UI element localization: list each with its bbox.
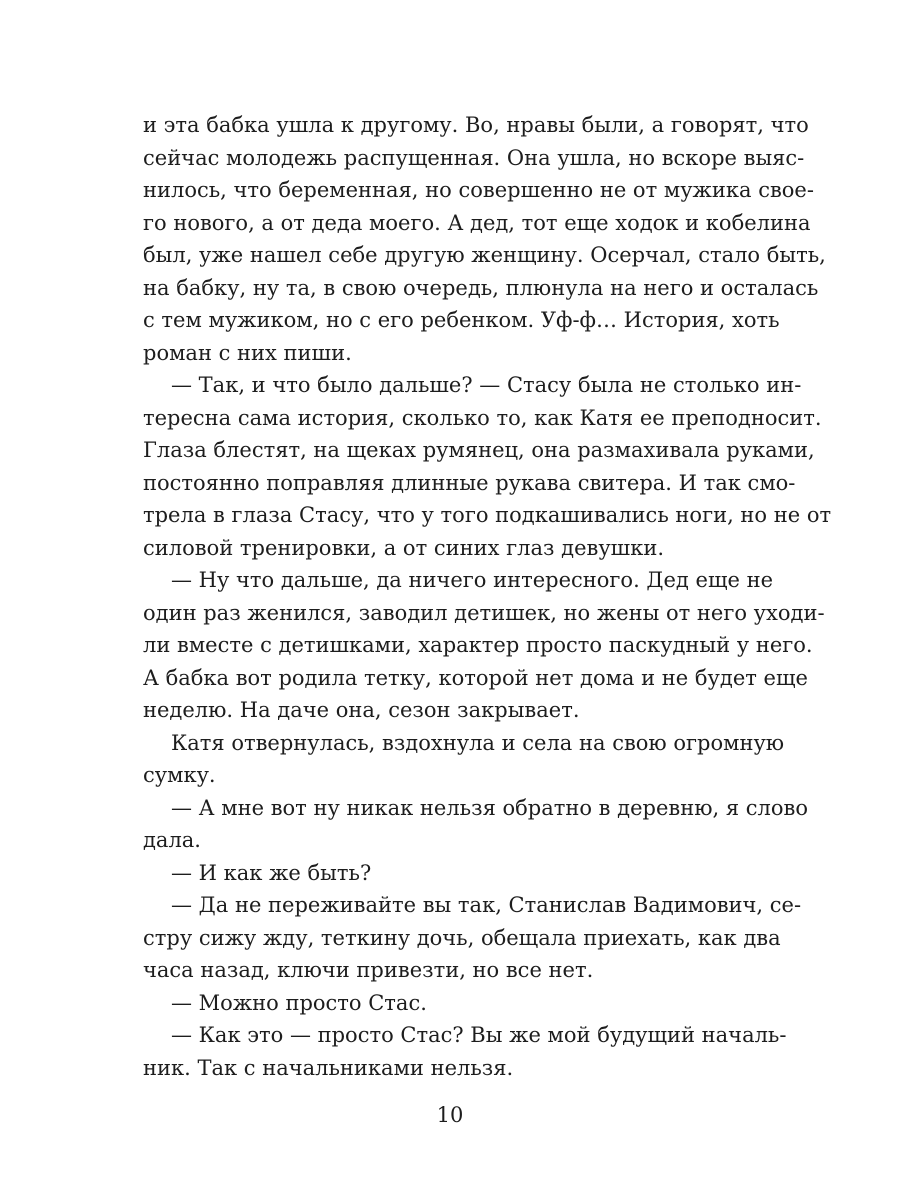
text-line: сейчас молодежь распущенная. Она ушла, но вскоре выяс- bbox=[143, 145, 805, 170]
text-line: — А мне вот ну никак нельзя обратно в деревню, я слово bbox=[171, 795, 808, 820]
text-line: был, уже нашел себе другую женщину. Осерчал, стало быть, bbox=[143, 243, 826, 267]
text-line: роман с них пиши. bbox=[143, 340, 352, 365]
text-line: ли вместе с детишками, характер просто паскудный у него. bbox=[143, 633, 813, 657]
text-line: — Ну что дальше, да ничего интересного. Дед еще не bbox=[171, 568, 774, 592]
text-line: дала. bbox=[143, 828, 201, 852]
text-line: — Можно просто Стас. bbox=[171, 990, 427, 1015]
text-line: часа назад, ключи привезти, но все нет. bbox=[143, 958, 594, 982]
page-number: 10 bbox=[436, 1103, 464, 1127]
text-line: силовой тренировки, а от синих глаз девушки. bbox=[143, 535, 664, 560]
text-line: Глаза блестят, на щеках румянец, она размахивала руками, bbox=[143, 438, 815, 462]
text-line: Катя отвернулась, вздохнула и села на свою огромную bbox=[171, 730, 785, 755]
text-line: нилось, что беременная, но совершенно не от мужика свое- bbox=[143, 178, 814, 202]
text-line: стру сижу жду, теткину дочь, обещала приехать, как два bbox=[143, 925, 781, 950]
text-line: А бабка вот родила тетку, которой нет дома и не будет еще bbox=[143, 665, 808, 690]
text-line: — Как это — просто Стас? Вы же мой будущий началь- bbox=[171, 1023, 787, 1047]
body-text bbox=[143, 109, 832, 1084]
text-line: — Так, и что было дальше? — Стасу была не столько ин- bbox=[171, 373, 802, 397]
text-line: сумку. bbox=[143, 763, 216, 787]
text-line: с тем мужиком, но с его ребенком. Уф-ф… История, хоть bbox=[143, 308, 780, 332]
text-line: го нового, а от деда моего. А дед, тот еще ходок и кобелина bbox=[143, 210, 811, 235]
text-line: — И как же быть? bbox=[171, 860, 372, 885]
text-line: один раз женился, заводил детишек, но жены от него уходи- bbox=[143, 600, 825, 625]
text-line: постоянно поправляя длинные рукава свитера. И так смо- bbox=[143, 470, 796, 495]
text-line: — Да не переживайте вы так, Станислав Вадимович, се- bbox=[171, 893, 802, 917]
text-line: и эта бабка ушла к другому. Во, нравы были, а говорят, что bbox=[143, 113, 809, 137]
text-line: трела в глаза Стасу, что у того подкашивались ноги, но не от bbox=[143, 503, 832, 527]
text-line: ник. Так с начальниками нельзя. bbox=[143, 1055, 514, 1080]
text-line: неделю. На даче она, сезон закрывает. bbox=[143, 698, 580, 722]
text-line: на бабку, ну та, в свою очередь, плюнула на него и осталась bbox=[143, 275, 819, 300]
text-line: тересна сама история, сколько то, как Катя ее преподносит. bbox=[143, 405, 822, 430]
